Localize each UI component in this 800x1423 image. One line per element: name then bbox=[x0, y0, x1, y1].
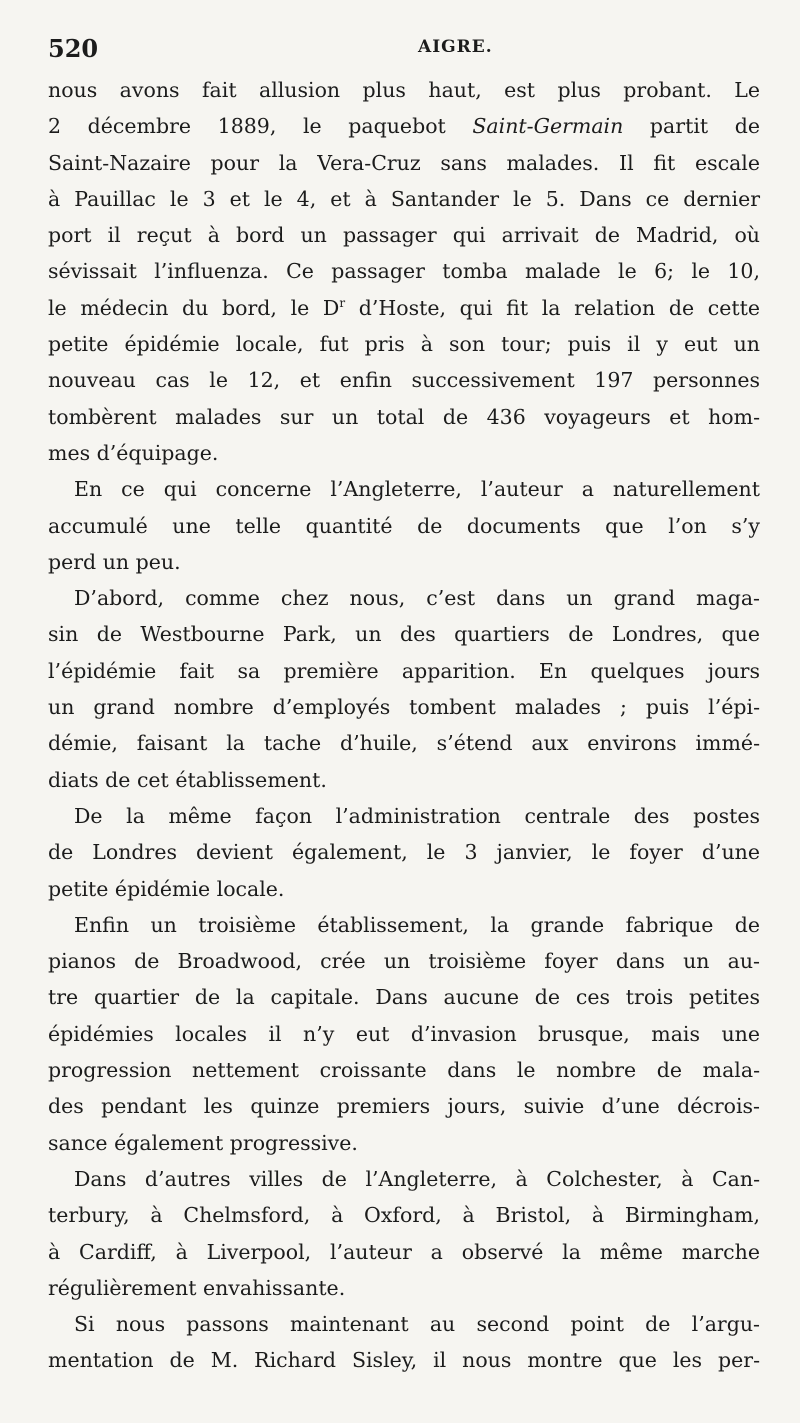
text-line: D’abord, comme chez nous, c’est dans un grand maga- bbox=[74, 586, 760, 611]
text-segment: le médecin du bord, le D bbox=[48, 295, 340, 320]
text-line: démie, faisant la tache d’huile, s’étend aux environs immé- bbox=[48, 731, 760, 756]
text-line: à Cardiff, à Liverpool, l’auteur a observé la même marche bbox=[48, 1239, 760, 1264]
text-line: pianos de Broadwood, crée un troisième foyer dans un au- bbox=[48, 949, 760, 974]
text-line: sin de Westbourne Park, un des quartiers de Londres, que bbox=[48, 622, 760, 647]
page-header bbox=[48, 34, 760, 64]
text-line: Dans d’autres villes de l’Angleterre, à Colchester, à Can- bbox=[74, 1166, 760, 1191]
text-line: Saint-Nazaire pour la Vera-Cruz sans malades. Il fit escale bbox=[48, 150, 760, 175]
text-segment: partit de bbox=[623, 114, 760, 139]
text-line bbox=[48, 290, 760, 326]
text-line: petite épidémie locale. bbox=[48, 876, 285, 901]
text-line: Enfin un troisième établissement, la grande fabrique de bbox=[74, 912, 760, 937]
superscript-text: r bbox=[339, 295, 346, 310]
text-line: En ce qui concerne l’Angleterre, l’auteur a naturellement bbox=[74, 477, 760, 502]
running-title: AIGRE. bbox=[418, 37, 493, 57]
text-line: perd un peu. bbox=[48, 549, 181, 574]
text-line: sévissait l’influenza. Ce passager tomba malade le 6; le 10, bbox=[48, 259, 760, 284]
italic-ship-name: Saint-Germain bbox=[472, 114, 624, 139]
text-segment: 2 décembre 1889, le paquebot bbox=[48, 114, 473, 139]
text-line: Si nous passons maintenant au second point de l’argu- bbox=[74, 1312, 760, 1337]
text-segment: d’Hoste, qui fit la relation de cette bbox=[345, 295, 760, 320]
text-line: terbury, à Chelmsford, à Oxford, à Bristol, à Birmingham, bbox=[48, 1203, 760, 1228]
text-line: épidémies locales il n’y eut d’invasion brusque, mais une bbox=[48, 1021, 760, 1046]
text-line: diats de cet établissement. bbox=[48, 767, 327, 792]
text-line: progression nettement croissante dans le nombre de mala- bbox=[48, 1058, 760, 1083]
text-line: l’épidémie fait sa première apparition. En quelques jours bbox=[48, 658, 760, 683]
text-line bbox=[48, 108, 760, 144]
text-line: des pendant les quinze premiers jours, suivie d’une décrois- bbox=[48, 1094, 760, 1119]
text-line: à Pauillac le 3 et le 4, et à Santander le 5. Dans ce dernier bbox=[48, 186, 760, 211]
text-line: De la même façon l’administration centrale des postes bbox=[74, 803, 760, 828]
text-line: tre quartier de la capitale. Dans aucune de ces trois petites bbox=[48, 985, 760, 1010]
body-text bbox=[48, 72, 760, 1379]
text-line: tombèrent malades sur un total de 436 voyageurs et hom- bbox=[48, 404, 760, 429]
text-line: accumulé une telle quantité de documents que l’on s’y bbox=[48, 513, 760, 538]
text-line: sance également progressive. bbox=[48, 1130, 358, 1155]
text-line: nous avons fait allusion plus haut, est plus probant. Le bbox=[48, 78, 760, 102]
page-number: 520 bbox=[48, 34, 99, 63]
text-line: régulièrement envahissante. bbox=[48, 1275, 346, 1300]
text-line: petite épidémie locale, fut pris à son tour; puis il y eut un bbox=[48, 332, 760, 357]
text-line: mentation de M. Richard Sisley, il nous montre que les per- bbox=[48, 1348, 760, 1373]
text-line: un grand nombre d’employés tombent malades ; puis l’épi- bbox=[48, 695, 760, 720]
text-line: nouveau cas le 12, et enfin successivement 197 personnes bbox=[48, 368, 760, 393]
text-line: port il reçut à bord un passager qui arrivait de Madrid, où bbox=[48, 223, 760, 248]
text-line: de Londres devient également, le 3 janvier, le foyer d’une bbox=[48, 840, 760, 865]
text-line: mes d’équipage. bbox=[48, 440, 219, 465]
